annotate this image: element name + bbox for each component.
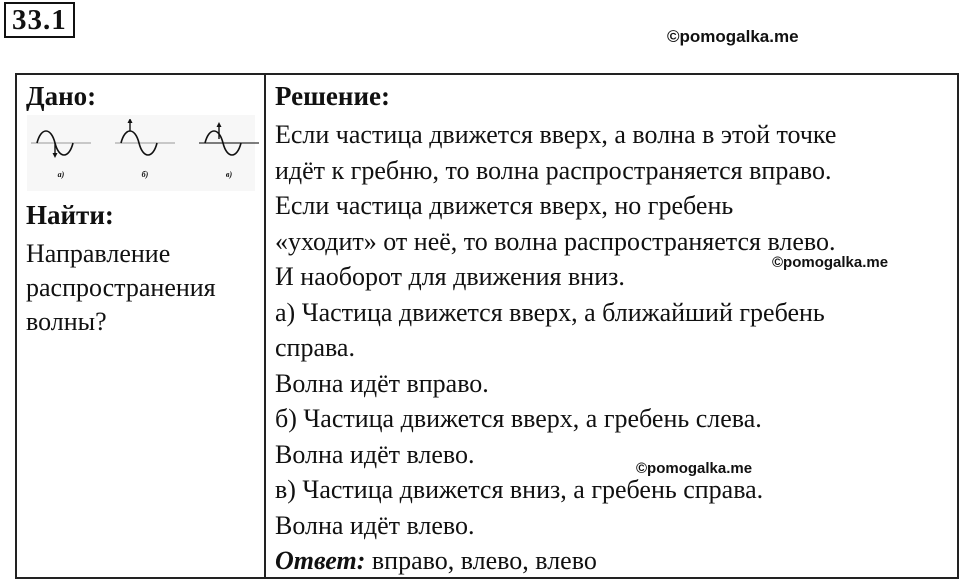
given-heading: Дано: (26, 81, 97, 111)
solution-line: «уходит» от неё, то волна распространяется влево. (275, 226, 836, 256)
find-line: Направление (26, 239, 171, 268)
watermark-middle: ©pomogalka.me (772, 254, 889, 271)
wave-figure-c (199, 119, 259, 181)
wave-label-c: в) (225, 170, 233, 179)
solution-table (15, 73, 959, 579)
wave-label-a: а) (57, 170, 65, 179)
solution-line: Если частица движется вверх, а волна в этой точке (275, 120, 837, 149)
find-text (26, 237, 216, 339)
solution-line: идёт к гребню, то волна распространяется вправо. (275, 155, 832, 185)
given-column (17, 75, 266, 577)
arrow-up-icon (128, 119, 133, 123)
solution-line: Если частица движется вверх, но гребень (275, 191, 734, 220)
solution-line: в) Частица движется вниз, а гребень справа. (275, 475, 764, 504)
wave-label-b: б) (141, 170, 149, 179)
find-line: волны? (26, 307, 107, 336)
find-line: распространения (26, 273, 216, 302)
arrow-icon (217, 122, 222, 127)
solution-line: Волна идёт влево. (275, 510, 475, 540)
solution-line: справа. (275, 333, 355, 362)
sine-wave-icon (31, 119, 91, 169)
solution-column (266, 75, 957, 577)
solution-line: И наоборот для движения вниз. (275, 262, 625, 291)
arrow-down-icon (53, 153, 58, 158)
sine-wave-icon (115, 119, 175, 169)
wave-figure-a (31, 119, 91, 181)
wave-figure-b (115, 119, 175, 181)
solution-text (275, 117, 836, 579)
answer-text: вправо, влево, влево (365, 546, 597, 575)
solution-heading: Решение: (275, 81, 390, 111)
solution-line: б) Частица движется вверх, а гребень слева. (275, 404, 762, 433)
answer-label: Ответ: (275, 546, 366, 575)
answer-line (275, 543, 836, 579)
watermark-lower: ©pomogalka.me (636, 460, 753, 477)
solution-line: а) Частица движется вверх, а ближайший гребень (275, 297, 825, 327)
solution-line: Волна идёт вправо. (275, 368, 489, 398)
find-heading: Найти: (26, 200, 114, 230)
wave-figures (27, 115, 255, 191)
task-number: 33.1 (4, 2, 75, 38)
watermark-top: ©pomogalka.me (667, 27, 799, 46)
solution-line: Волна идёт влево. (275, 439, 475, 469)
sine-wave-icon (199, 119, 259, 169)
